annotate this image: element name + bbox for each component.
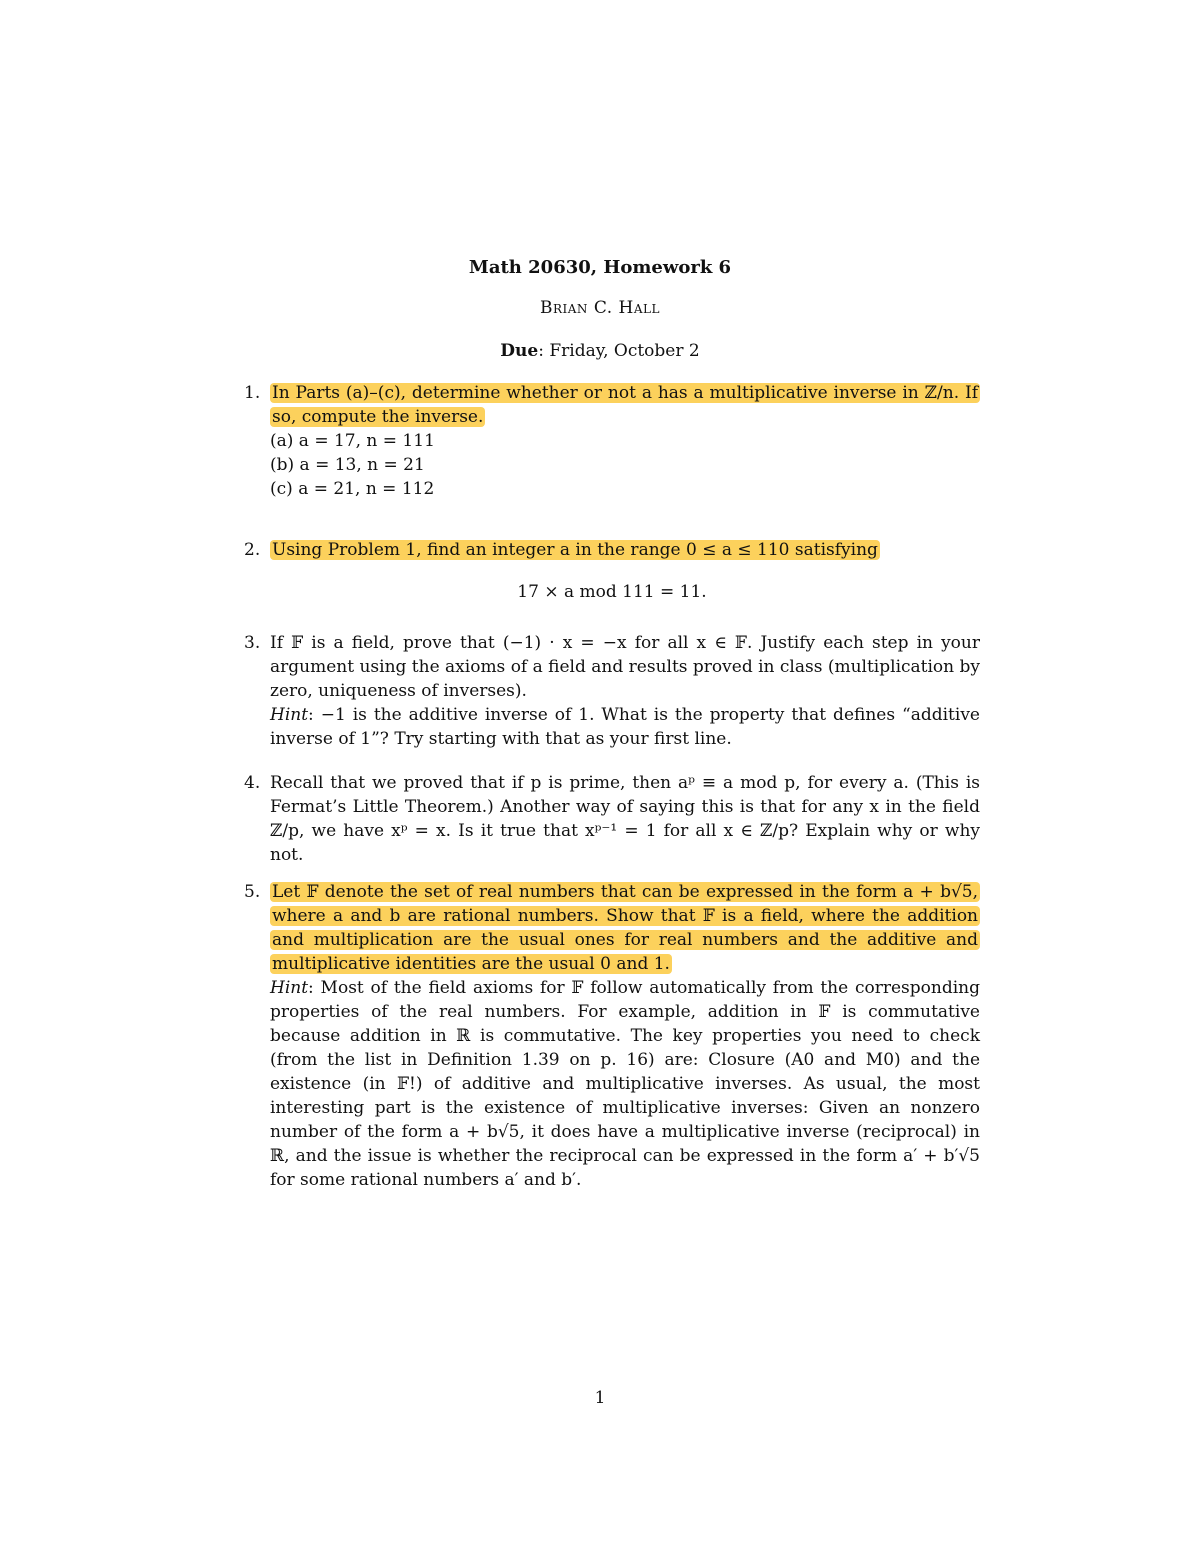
problem-text: If 𝔽 is a field, prove that (−1) · x = −x for all x ∈ 𝔽. Justify each step in your argument using the axioms of a field and results proved in class (multiplication by zero, uniqueness of inverses). (270, 633, 980, 701)
document-title: Math 20630, Homework 6 (468, 257, 732, 278)
problem-number: 4. (244, 773, 261, 793)
problem-text: Recall that we proved that if p is prime, then aᵖ ≡ a mod p, for every a. (This is Fermat’s Little Theorem.) Another way of saying this is that for any x in the field ℤ/p, we have xᵖ = x. Is it true that xᵖ⁻¹ = 1 for all x ∈ ℤ/p? Explain why or why not. (270, 773, 980, 865)
due-label: Due (500, 341, 539, 361)
problem-part-c: (c) a = 21, n = 112 (270, 479, 435, 499)
problem-number: 1. (244, 383, 261, 403)
due-value: : Friday, October 2 (538, 341, 700, 361)
problem-text: Let 𝔽 denote the set of real numbers that can be expressed in the form a + b√5, where a and b are rational numbers. Show that 𝔽 is a field, where the addition and multiplication are the usual ones for real numbers and the additive and multiplicative identities are the usual 0 and 1. (272, 882, 978, 974)
hint-label: Hint (270, 978, 309, 998)
display-equation: 17 × a mod 111 = 11. (517, 582, 707, 602)
problem-part-a: (a) a = 17, n = 111 (270, 431, 435, 451)
hint-text: : −1 is the additive inverse of 1. What is the property that defines “additive inverse of 1”? Try starting with that as your first line. (270, 705, 980, 749)
problem-text: Using Problem 1, find an integer a in the range 0 ≤ a ≤ 110 satisfying (272, 540, 878, 560)
hint-label: Hint (270, 705, 309, 725)
hint-text: : Most of the field axioms for 𝔽 follow automatically from the corresponding properties of the real numbers. For example, addition in 𝔽 is commutative because addition in ℝ is commutative. The key properties you need to check (from the list in Definition 1.39 on p. 16) are: Closure (A0 and M0) and the existence (in 𝔽!) of additive and multiplicative inverses. As usual, the most interesting part is the existence of multiplicative inverses: Given an nonzero number of the form a + b√5, it does have a multiplicative inverse (reciprocal) in ℝ, and the issue is whether the reciprocal can be expressed in the form a′ + b′√5 for some rational numbers a′ and b′. (270, 978, 980, 1190)
due-date (0, 339, 1200, 363)
problem-number: 5. (244, 882, 261, 902)
page-number: 1 (594, 1388, 606, 1408)
author-name: Brian C. Hall (540, 298, 660, 318)
problem-text: In Parts (a)–(c), determine whether or not a has a multiplicative inverse in ℤ/n. If so, compute the inverse. (272, 383, 978, 427)
problem-part-b: (b) a = 13, n = 21 (270, 455, 425, 475)
problem-number: 2. (244, 540, 261, 560)
problem-number: 3. (244, 633, 261, 653)
